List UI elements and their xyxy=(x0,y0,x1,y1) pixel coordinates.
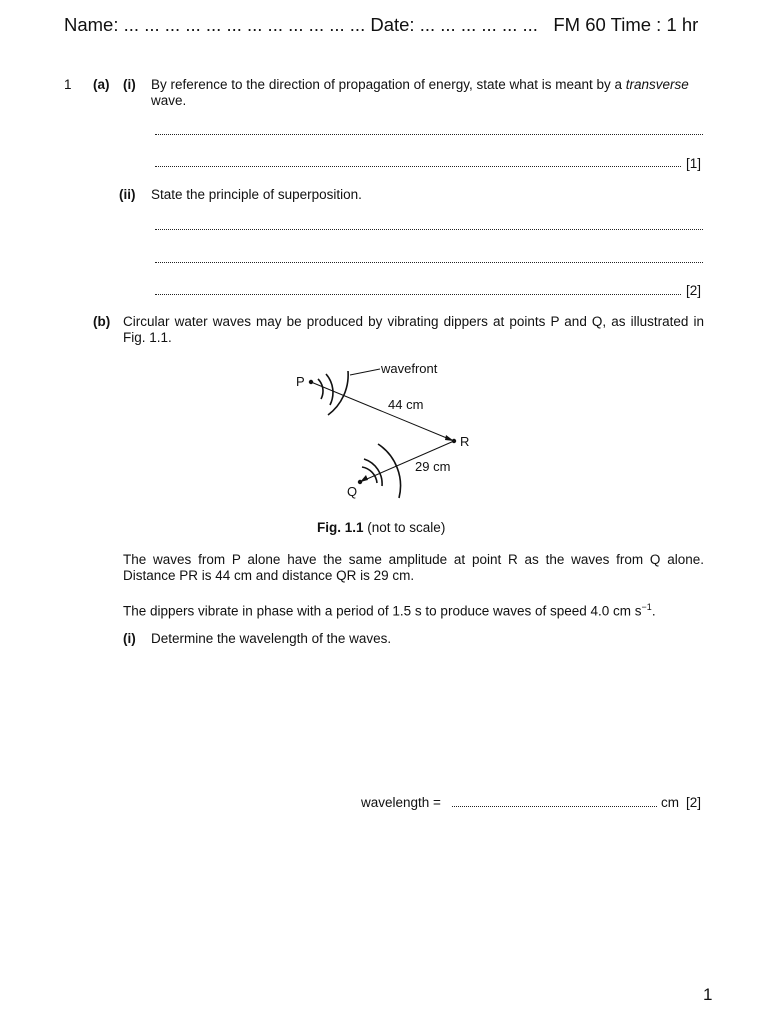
answer-unit: cm xyxy=(661,795,679,810)
part-b-intro-line2: Fig. 1.1. xyxy=(123,330,172,345)
name-label: Name: xyxy=(64,14,119,35)
part-a-i-label: (i) xyxy=(123,77,136,92)
label-r: R xyxy=(460,434,470,449)
label-p: P xyxy=(296,374,305,389)
part-b-intro-line1: Circular water waves may be produced by vibrating dippers at points P and Q, as illustrated in xyxy=(123,314,704,329)
answer-line[interactable] xyxy=(155,166,681,167)
part-a-i-text: By reference to the direction of propagation of energy, state what is meant by a xyxy=(151,77,626,92)
header-line xyxy=(64,14,698,36)
part-b-paragraph-2-sup: −1 xyxy=(641,602,652,612)
figure-caption xyxy=(317,520,445,535)
part-b-paragraph-2-end: . xyxy=(651,603,656,619)
label-pr-distance: 44 cm xyxy=(388,397,424,412)
figure-1-1 xyxy=(280,355,480,505)
part-a-i-text-end: wave. xyxy=(151,93,187,108)
label-q: Q xyxy=(347,484,358,499)
marks-a-ii: [2] xyxy=(686,283,702,298)
part-b-i-label: (i) xyxy=(123,631,136,646)
wavefront-pointer xyxy=(350,369,380,375)
date-field[interactable]: ... ... ... ... ... ... xyxy=(419,14,538,35)
question-number: 1 xyxy=(64,77,72,92)
part-b-intro xyxy=(123,314,704,346)
name-field[interactable]: ... ... ... ... ... ... ... ... ... ... ... ... xyxy=(123,14,366,35)
part-a-i-question xyxy=(151,77,704,109)
part-b-paragraph-1 xyxy=(123,552,704,584)
point-r xyxy=(452,439,456,443)
label-wavefront: wavefront xyxy=(381,361,438,376)
marks-b-i: [2] xyxy=(686,795,702,810)
part-a-ii-question: State the principle of superposition. xyxy=(151,187,362,202)
marks-a-i: [1] xyxy=(686,156,702,171)
answer-label: wavelength = xyxy=(361,795,441,810)
label-qr-distance: 29 cm xyxy=(415,459,451,474)
page-number: 1 xyxy=(703,985,713,1004)
answer-line[interactable] xyxy=(155,294,681,295)
answer-line[interactable] xyxy=(155,134,703,135)
part-b-label: (b) xyxy=(93,314,111,329)
part-b-paragraph-2-text: The dippers vibrate in phase with a period of 1.5 s to produce waves of speed 4.0 cm s xyxy=(123,603,642,619)
full-marks: FM 60 xyxy=(553,14,606,35)
wavelength-answer-field[interactable] xyxy=(452,806,657,807)
wave-arc-q-outer xyxy=(378,444,401,498)
answer-line[interactable] xyxy=(155,262,703,263)
point-p xyxy=(309,380,313,384)
part-a-ii-label: (ii) xyxy=(119,187,136,202)
part-a-i-italic: transverse xyxy=(625,77,689,92)
figure-caption-rest: (not to scale) xyxy=(367,520,446,535)
part-b-paragraph-1-line2: Distance PR is 44 cm and distance QR is 29 cm. xyxy=(123,568,415,583)
point-q xyxy=(358,480,362,484)
part-b-i-question: Determine the wavelength of the waves. xyxy=(151,631,392,646)
figure-caption-bold: Fig. 1.1 xyxy=(317,520,364,535)
time-allowed: Time : 1 hr xyxy=(610,14,699,35)
answer-line[interactable] xyxy=(155,229,703,230)
date-label: Date: xyxy=(370,14,415,35)
part-a-label: (a) xyxy=(93,77,110,92)
part-b-paragraph-2 xyxy=(123,599,713,620)
part-b-paragraph-1-line1: The waves from P alone have the same amplitude at point R as the waves from Q alone. xyxy=(123,552,704,567)
wave-arc-p-inner xyxy=(318,379,323,399)
